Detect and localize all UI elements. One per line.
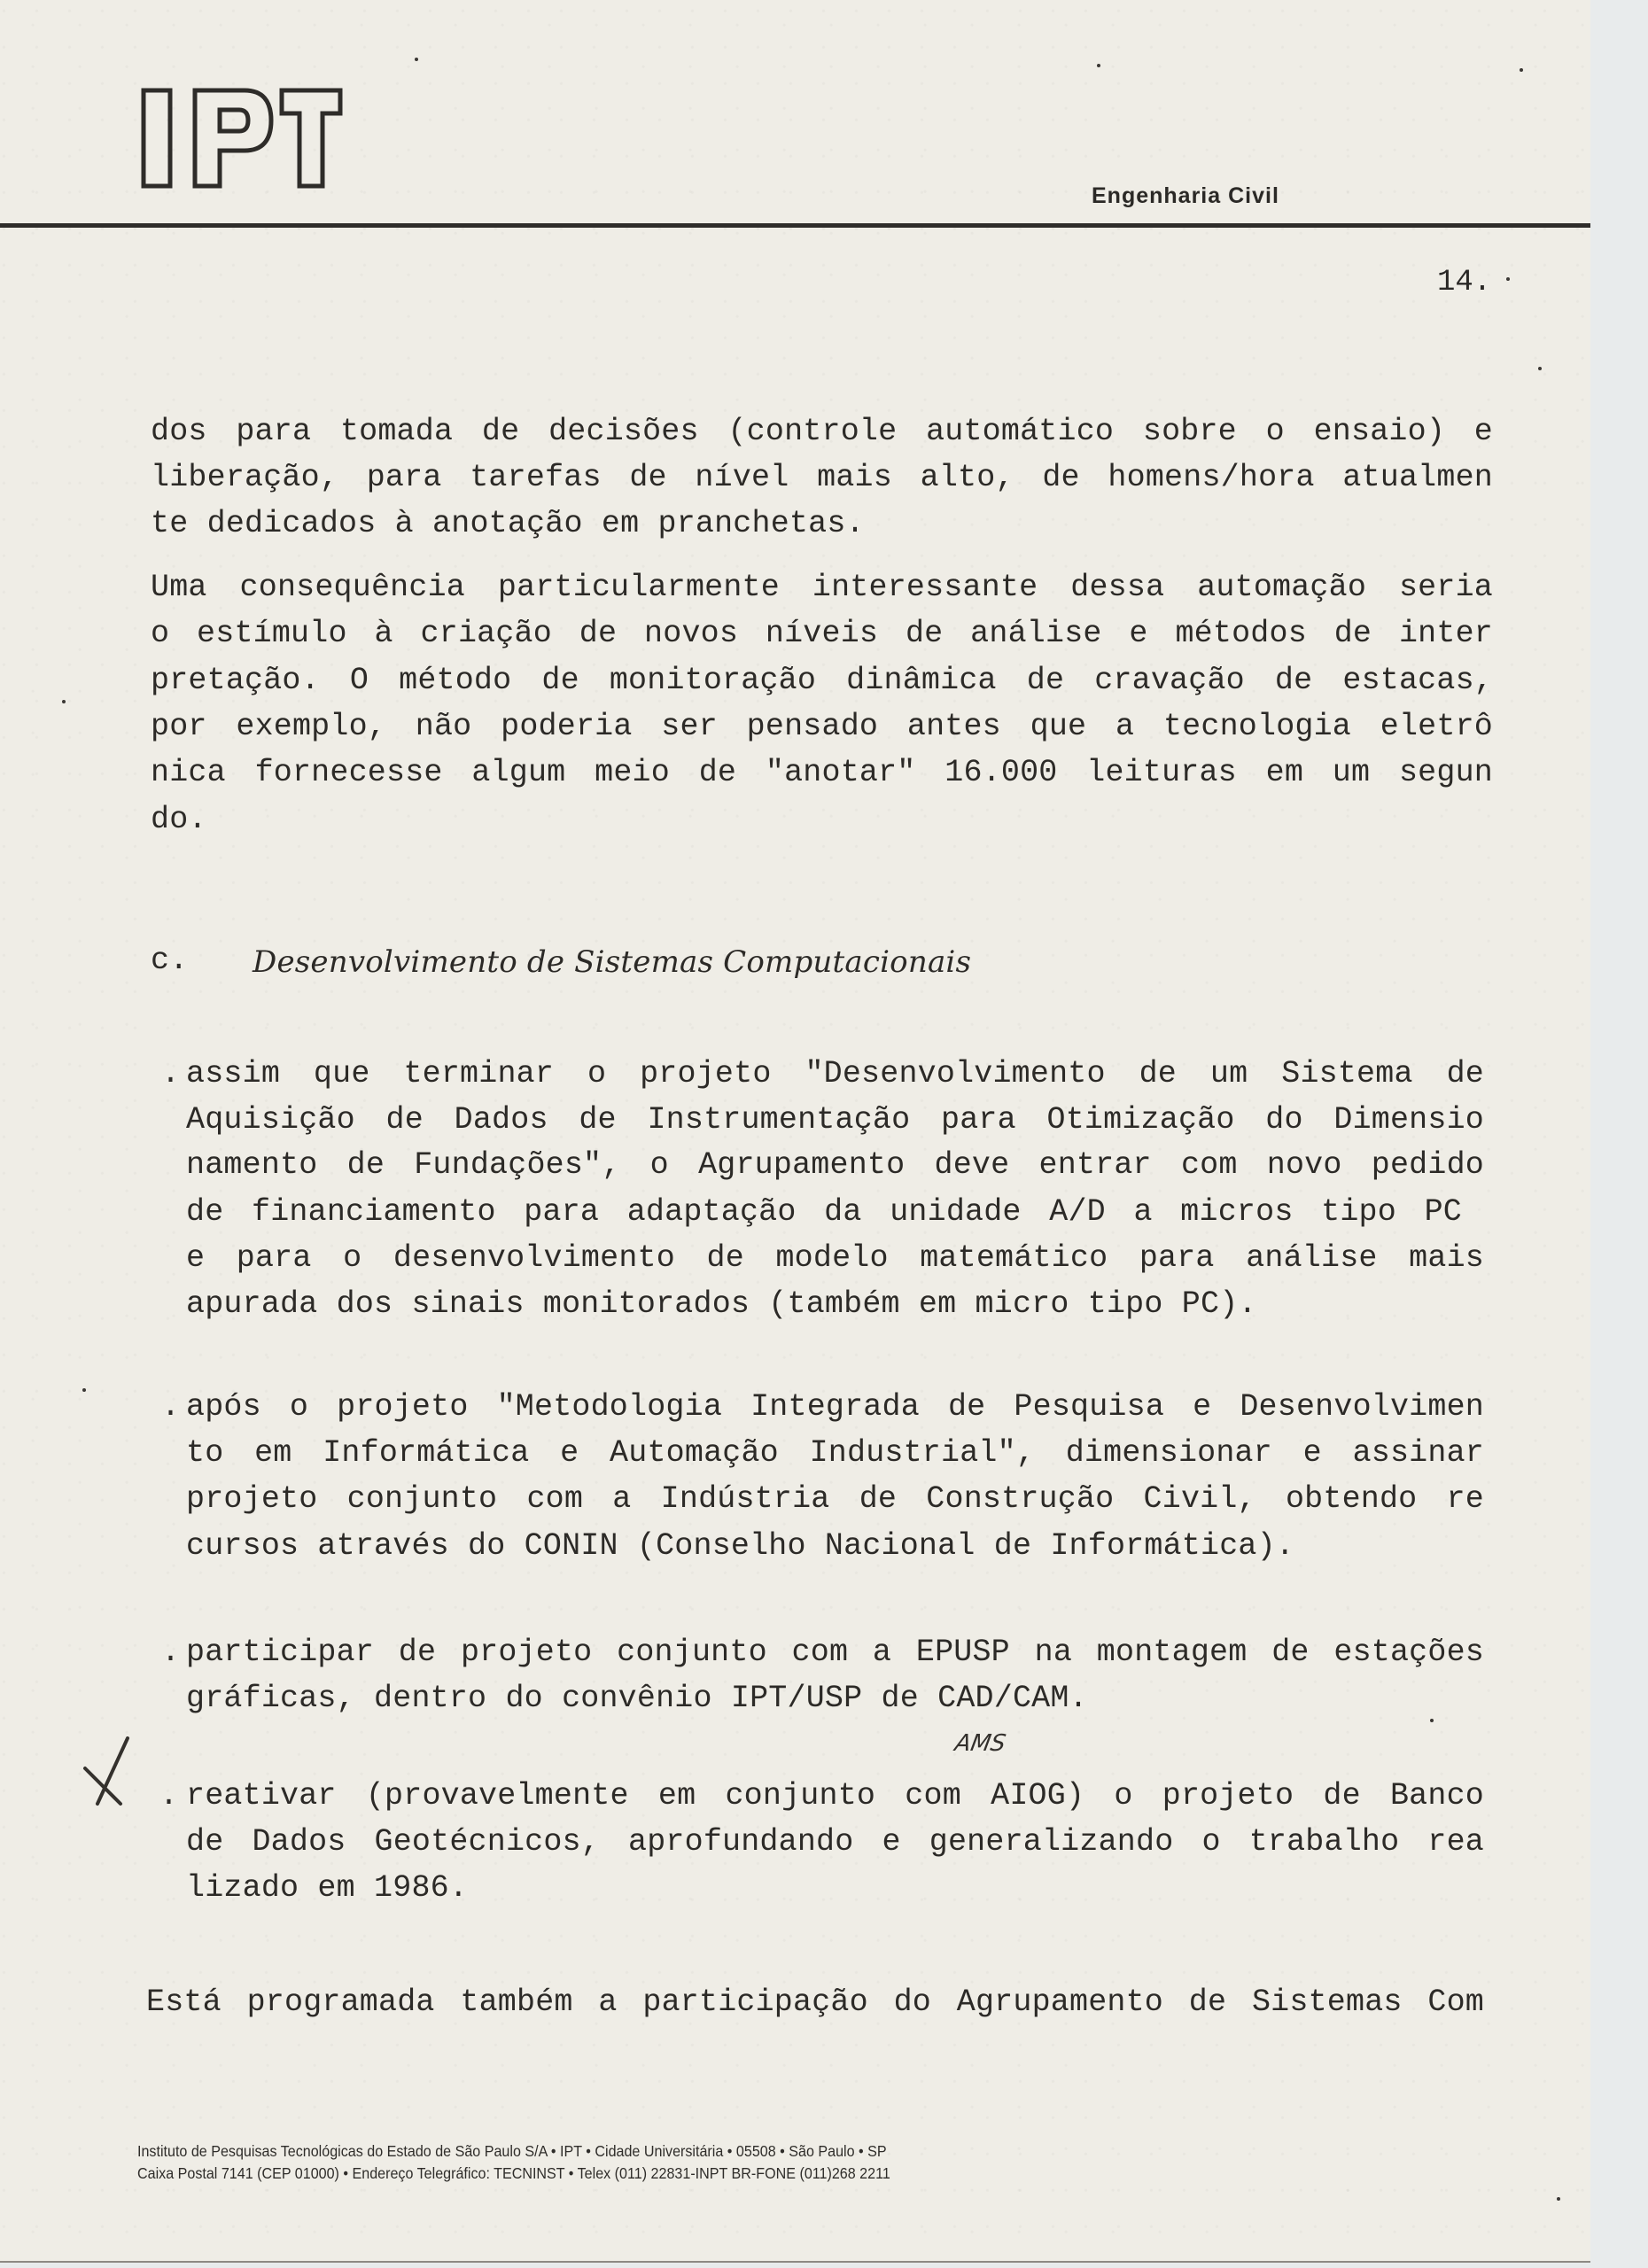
scan-speck [1520, 68, 1523, 72]
scan-speck [1557, 2197, 1560, 2201]
paragraph-1-line: te dedicados à anotação em pranchetas. [151, 506, 865, 541]
bullet-1-line: Aquisição de Dados de Instrumentação para Otimização do Dimensio [186, 1102, 1484, 1138]
bullet-4-line: reativar (provavelmente em conjunto com AIOG) o projeto de Banco [186, 1778, 1484, 1814]
paragraph-2-line: Uma consequência particularmente interessante dessa automação seria [151, 570, 1493, 605]
paragraph-2-line: nica fornecesse algum meio de "anotar" 16.000 leituras em um segun [151, 755, 1493, 790]
bullet-1-line: de financiamento para adaptação da unidade A/D a micros tipo PC [186, 1194, 1462, 1230]
bullet-2-line: projeto conjunto com a Indústria de Construção Civil, obtendo re [186, 1481, 1484, 1517]
scan-speck [82, 1388, 86, 1392]
handwritten-x-mark [82, 1736, 136, 1807]
paragraph-2-line: o estímulo à criação de novos níveis de análise e métodos de inter [151, 616, 1493, 651]
bullet-3-line: gráficas, dentro do convênio IPT/USP de CAD/CAM. [186, 1681, 1088, 1716]
bullet-3-line: participar de projeto conjunto com a EPUSP na montagem de estações [186, 1635, 1484, 1670]
bullet-1-line: namento de Fundações", o Agrupamento deve entrar com novo pedido [186, 1147, 1484, 1183]
bullet-marker: . [161, 1056, 181, 1091]
bullet-2-line: após o projeto "Metodologia Integrada de Pesquisa e Desenvolvimen [186, 1389, 1484, 1425]
ipt-logo [140, 87, 344, 190]
header-divider [0, 223, 1590, 228]
page-number: 14. [1437, 266, 1492, 299]
footer-contact-line: Caixa Postal 7141 (CEP 01000) • Endereço Telegráfico: TECNINST • Telex (011) 22831-INPT BR-FONE (011)268 2211 [137, 2164, 890, 2182]
closing-line: Está programada também a participação do Agrupamento de Sistemas Com [146, 1984, 1484, 2020]
scan-speck [1506, 277, 1510, 281]
department-label: Engenharia Civil [1092, 183, 1279, 208]
paragraph-1-line: dos para tomada de decisões (controle automático sobre o ensaio) e [151, 414, 1493, 449]
bullet-marker: . [159, 1778, 179, 1814]
scan-speck [1538, 367, 1542, 370]
bullet-2-line: cursos através do CONIN (Conselho Nacional de Informática). [186, 1528, 1295, 1564]
paragraph-1-line: liberação, para tarefas de nível mais alto, de homens/hora atualmen [151, 460, 1493, 495]
bullet-1-line: apurada dos sinais monitorados (também em micro tipo PC). [186, 1286, 1257, 1322]
bullet-1-line: assim que terminar o projeto "Desenvolvimento de um Sistema de [186, 1056, 1484, 1091]
section-title: Desenvolvimento de Sistemas Computacionais [253, 944, 972, 980]
bullet-marker: . [161, 1389, 181, 1425]
bullet-marker: . [161, 1635, 181, 1670]
handwritten-annotation: AMS [952, 1730, 1008, 1757]
section-letter: c. [151, 943, 189, 978]
scan-speck [1430, 1719, 1434, 1722]
scan-speck [415, 58, 418, 61]
ipt-logo-graphic [140, 87, 344, 190]
bullet-1-line: e para o desenvolvimento de modelo matemático para análise mais [186, 1240, 1484, 1276]
paragraph-2-line: do. [151, 802, 207, 837]
scan-speck [1097, 64, 1100, 67]
scan-speck [62, 700, 66, 703]
bullet-4-line: de Dados Geotécnicos, aprofundando e generalizando o trabalho rea [186, 1824, 1484, 1860]
paragraph-2-line: por exemplo, não poderia ser pensado antes que a tecnologia eletrô [151, 709, 1493, 744]
paragraph-2-line: pretação. O método de monitoração dinâmica de cravação de estacas, [151, 663, 1493, 698]
footer-address-line: Instituto de Pesquisas Tecnológicas do Estado de São Paulo S/A • IPT • Cidade Universitária • 05508 • São Paulo • SP [137, 2142, 887, 2160]
bullet-4-line: lizado em 1986. [186, 1870, 469, 1906]
bullet-2-line: to em Informática e Automação Industrial", dimensionar e assinar [186, 1435, 1484, 1471]
